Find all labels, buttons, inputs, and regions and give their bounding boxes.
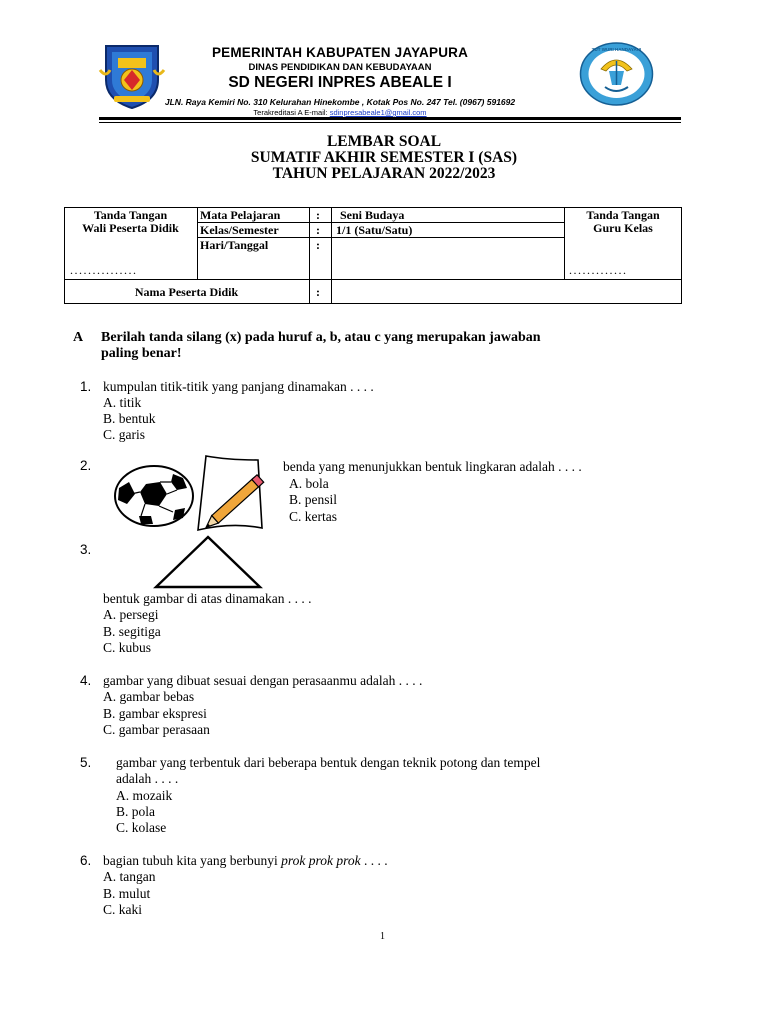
colon: : xyxy=(316,208,320,222)
emblem-caption: TUT WURI HANDAYANI xyxy=(591,47,642,52)
paper-and-pencil-icon xyxy=(188,452,274,534)
question-text: gambar yang dibuat sesuai dengan perasaanmu adalah . . . . xyxy=(103,673,423,688)
question-number: 6. xyxy=(80,853,92,868)
option-b[interactable]: B. bentuk xyxy=(103,411,156,426)
department-name: DINAS PENDIDIKAN DAN KEBUDAYAAN xyxy=(248,62,432,73)
option-c[interactable]: C. kertas xyxy=(289,509,337,524)
class-label: Kelas/Semester xyxy=(200,223,279,237)
instruction-line-1: Berilah tanda silang (x) pada huruf a, b, atau c yang merupakan jawaban xyxy=(101,330,541,345)
question-number: 3. xyxy=(80,542,92,557)
teacher-sign-dots[interactable]: ............. xyxy=(569,263,628,277)
option-b[interactable]: B. segitiga xyxy=(103,624,161,639)
day-label: Hari/Tanggal xyxy=(200,238,269,252)
question-text-end: . . . . xyxy=(363,853,388,868)
option-c[interactable]: C. garis xyxy=(103,427,145,442)
option-a[interactable]: A. bola xyxy=(289,476,329,491)
option-b[interactable]: B. pensil xyxy=(289,492,338,507)
table-border xyxy=(197,207,198,279)
government-name: PEMERINTAH KABUPATEN JAYAPURA xyxy=(211,45,469,60)
question-text-continued: adalah . . . . xyxy=(116,771,179,786)
question-text-start: bagian tubuh kita yang berbunyi xyxy=(103,853,278,868)
section-letter: A xyxy=(73,330,84,345)
subject-label: Mata Pelajaran xyxy=(200,208,281,222)
class-value: 1/1 (Satu/Satu) xyxy=(336,223,413,237)
colon: : xyxy=(316,223,320,237)
table-border xyxy=(309,207,310,304)
question-text: gambar yang terbentuk dari beberapa bentuk dengan teknik potong dan tempel xyxy=(116,755,541,770)
title-line-2: SUMATIF AKHIR SEMESTER I (SAS) xyxy=(250,149,518,166)
teacher-sign-label: Tanda Tangan xyxy=(586,208,660,222)
student-name-label: Nama Peserta Didik xyxy=(134,285,239,299)
title-line-3: TAHUN PELAJARAN 2022/2023 xyxy=(272,165,496,182)
option-c[interactable]: C. gambar perasaan xyxy=(103,722,210,737)
soccer-ball-icon xyxy=(113,464,195,528)
question-number: 1. xyxy=(80,379,92,394)
option-a[interactable]: A. mozaik xyxy=(116,788,173,803)
option-a[interactable]: A. persegi xyxy=(103,607,159,622)
question-text: benda yang menunjukkan bentuk lingkaran adalah . . . . xyxy=(283,459,582,474)
option-c[interactable]: C. kubus xyxy=(103,640,152,655)
header-rule-thick xyxy=(99,117,681,120)
colon: : xyxy=(316,238,320,252)
table-border xyxy=(64,279,682,280)
question-text xyxy=(103,853,388,869)
school-email-link[interactable]: sdinpresabeale1@gmail.com xyxy=(329,108,427,117)
question-number: 2. xyxy=(80,458,92,473)
option-b[interactable]: B. pola xyxy=(116,804,155,819)
option-b[interactable]: B. gambar ekspresi xyxy=(103,706,207,721)
question-number: 4. xyxy=(80,673,92,688)
school-name: SD NEGERI INPRES ABEALE I xyxy=(228,74,452,91)
header-rule-thin xyxy=(99,122,681,123)
right-logo xyxy=(579,41,654,107)
option-c[interactable]: C. kolase xyxy=(116,820,167,835)
option-b[interactable]: B. mulut xyxy=(103,886,151,901)
instruction-line-2: paling benar! xyxy=(101,346,182,361)
question-number: 5. xyxy=(80,755,92,770)
accreditation-line xyxy=(0,108,680,117)
school-address: JLN. Raya Kemiri No. 310 Kelurahan Hinekombe , Kotak Pos No. 247 Tel. (0967) 591692 xyxy=(164,97,516,107)
triangle-icon xyxy=(152,535,264,589)
guardian-sign-dots[interactable]: ............... xyxy=(70,263,138,277)
question-text: kumpulan titik-titik yang panjang dinamakan . . . . xyxy=(103,379,374,394)
colon: : xyxy=(316,285,320,299)
subject-value: Seni Budaya xyxy=(340,208,405,222)
option-a[interactable]: A. titik xyxy=(103,395,142,410)
table-border xyxy=(331,207,332,304)
question-text: bentuk gambar di atas dinamakan . . . . xyxy=(103,591,312,606)
guardian-sign-label-2: Wali Peserta Didik xyxy=(82,221,179,235)
guardian-sign-label: Tanda Tangan xyxy=(93,208,168,222)
table-border xyxy=(64,303,682,304)
teacher-sign-label-2: Guru Kelas xyxy=(593,221,653,235)
option-a[interactable]: A. gambar bebas xyxy=(103,689,195,704)
option-c[interactable]: C. kaki xyxy=(103,902,142,917)
accreditation-text: Terakreditasi A E-mail: xyxy=(253,108,328,117)
page-number: 1 xyxy=(380,931,385,942)
question-text-italic: prok prok prok xyxy=(281,853,361,868)
title-line-1: LEMBAR SOAL xyxy=(326,133,442,150)
option-a[interactable]: A. tangan xyxy=(103,869,156,884)
